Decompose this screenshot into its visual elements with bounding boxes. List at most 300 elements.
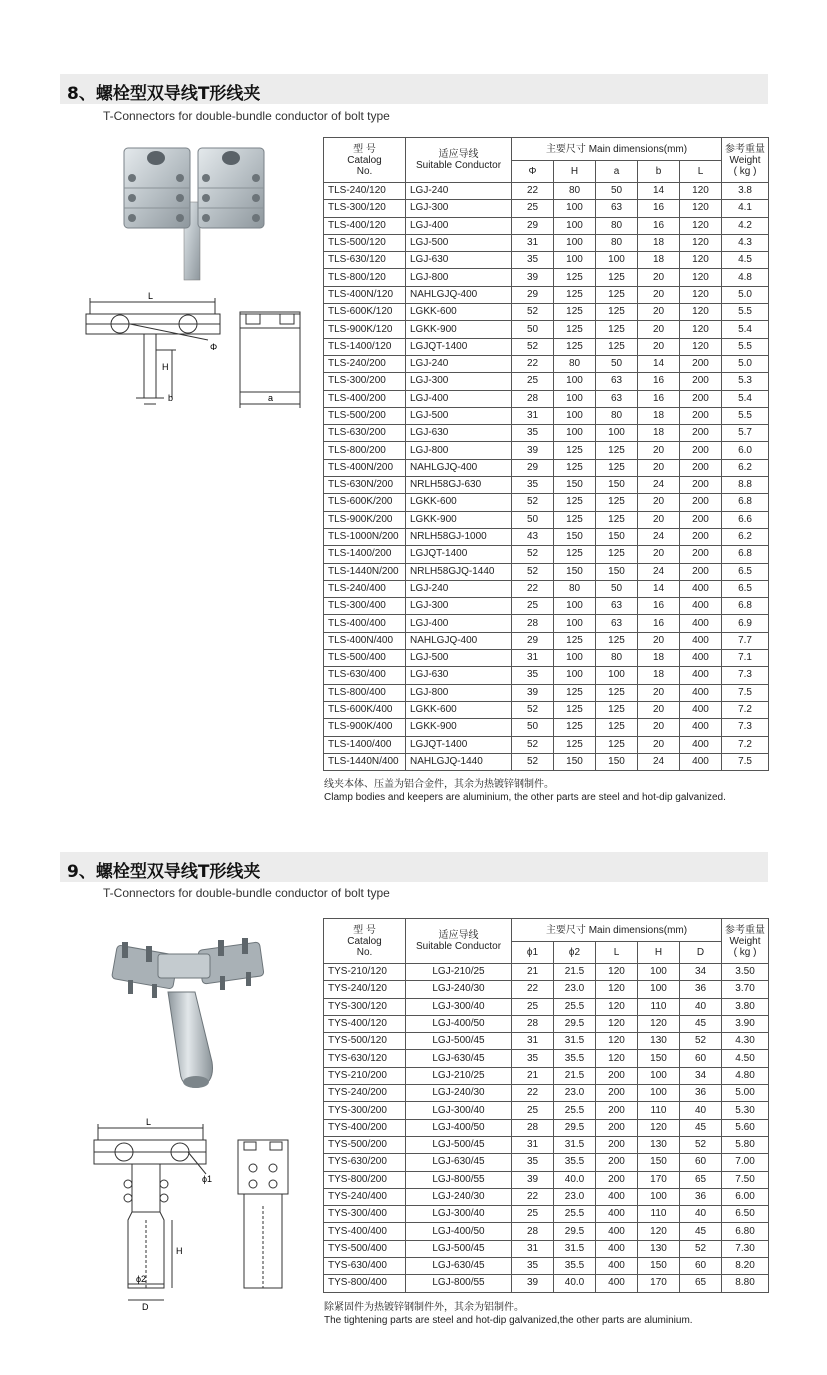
catalog-no-cell: TLS-400/200 xyxy=(324,390,406,407)
table-row xyxy=(324,217,769,234)
section-8-subtitle: T-Connectors for double-bundle conductor of bolt type xyxy=(103,109,390,123)
catalog-no-cell: TYS-240/200 xyxy=(324,1085,406,1102)
value-cell: 16 xyxy=(638,373,680,390)
value-cell: 120 xyxy=(680,217,722,234)
value-cell: 23.0 xyxy=(554,1085,596,1102)
value-cell: 100 xyxy=(596,425,638,442)
value-cell: 20 xyxy=(638,632,680,649)
value-cell: 29 xyxy=(512,632,554,649)
spec-table-tys xyxy=(323,918,769,1293)
table-row xyxy=(324,701,769,718)
table-row xyxy=(324,355,769,372)
table-row xyxy=(324,321,769,338)
value-cell: 36 xyxy=(680,1188,722,1205)
value-cell: 150 xyxy=(596,477,638,494)
value-cell: 3.50 xyxy=(722,964,769,981)
value-cell: 200 xyxy=(596,1171,638,1188)
value-cell: 120 xyxy=(596,1050,638,1067)
value-cell: 6.50 xyxy=(722,1206,769,1223)
value-cell: 4.2 xyxy=(722,217,769,234)
value-cell: 120 xyxy=(638,1223,680,1240)
value-cell: 120 xyxy=(680,338,722,355)
value-cell: 29 xyxy=(512,286,554,303)
value-cell: 16 xyxy=(638,390,680,407)
conductor-cell: LGJ-800 xyxy=(406,269,512,286)
value-cell: 63 xyxy=(596,373,638,390)
value-cell: 34 xyxy=(680,1067,722,1084)
value-cell: 35 xyxy=(512,667,554,684)
value-cell: 4.30 xyxy=(722,1033,769,1050)
catalog-no-cell: TYS-400/200 xyxy=(324,1119,406,1136)
value-cell: 28 xyxy=(512,1223,554,1240)
value-cell: 20 xyxy=(638,511,680,528)
section-9-title: 9、螺栓型双导线T形线夹 xyxy=(67,862,261,882)
value-cell: 6.6 xyxy=(722,511,769,528)
value-cell: 7.50 xyxy=(722,1171,769,1188)
value-cell: 120 xyxy=(680,286,722,303)
table-row xyxy=(324,511,769,528)
section-8-note-en: Clamp bodies and keepers are aluminium, the other parts are steel and hot-dip galvanized. xyxy=(324,792,726,803)
value-cell: 125 xyxy=(554,286,596,303)
value-cell: 100 xyxy=(554,425,596,442)
value-cell: 120 xyxy=(680,252,722,269)
value-cell: 5.80 xyxy=(722,1136,769,1153)
value-cell: 200 xyxy=(596,1119,638,1136)
value-cell: 5.30 xyxy=(722,1102,769,1119)
catalog-no-cell: TLS-600K/400 xyxy=(324,701,406,718)
value-cell: 100 xyxy=(638,981,680,998)
value-cell: 120 xyxy=(680,304,722,321)
value-cell: 14 xyxy=(638,183,680,200)
value-cell: 125 xyxy=(554,459,596,476)
value-cell: 31 xyxy=(512,407,554,424)
value-cell: 20 xyxy=(638,442,680,459)
conductor-cell: LGJ-800 xyxy=(406,442,512,459)
table-row xyxy=(324,546,769,563)
catalog-no-cell: TLS-300/400 xyxy=(324,598,406,615)
value-cell: 31 xyxy=(512,650,554,667)
table-row xyxy=(324,1206,769,1223)
value-cell: 50 xyxy=(596,580,638,597)
value-cell: 120 xyxy=(596,964,638,981)
conductor-cell: LGJ-240/30 xyxy=(406,1188,512,1205)
value-cell: 125 xyxy=(554,736,596,753)
value-cell: 400 xyxy=(680,753,722,770)
value-cell: 5.5 xyxy=(722,304,769,321)
value-cell: 200 xyxy=(596,1067,638,1084)
value-cell: 35 xyxy=(512,252,554,269)
table-row xyxy=(324,563,769,580)
value-cell: 120 xyxy=(680,321,722,338)
value-cell: 50 xyxy=(596,183,638,200)
value-cell: 25 xyxy=(512,200,554,217)
value-cell: 125 xyxy=(596,546,638,563)
value-cell: 200 xyxy=(680,546,722,563)
table-row xyxy=(324,1033,769,1050)
table-row xyxy=(324,183,769,200)
technical-drawing-tls xyxy=(80,288,310,410)
value-cell: 28 xyxy=(512,615,554,632)
value-cell: 28 xyxy=(512,1119,554,1136)
value-cell: 400 xyxy=(680,615,722,632)
conductor-cell: LGJQT-1400 xyxy=(406,338,512,355)
value-cell: 52 xyxy=(680,1136,722,1153)
value-cell: 5.0 xyxy=(722,355,769,372)
value-cell: 200 xyxy=(680,407,722,424)
value-cell: 125 xyxy=(554,684,596,701)
conductor-cell: LGJ-400 xyxy=(406,217,512,234)
table-row xyxy=(324,269,769,286)
table-row xyxy=(324,650,769,667)
value-cell: 65 xyxy=(680,1275,722,1292)
value-cell: 120 xyxy=(680,200,722,217)
value-cell: 5.60 xyxy=(722,1119,769,1136)
conductor-cell: LGJ-300/40 xyxy=(406,1206,512,1223)
value-cell: 125 xyxy=(554,304,596,321)
value-cell: 7.7 xyxy=(722,632,769,649)
value-cell: 4.50 xyxy=(722,1050,769,1067)
conductor-cell: LGJ-630/45 xyxy=(406,1154,512,1171)
value-cell: 7.2 xyxy=(722,701,769,718)
conductor-cell: LGJ-300 xyxy=(406,373,512,390)
catalog-no-cell: TLS-400N/200 xyxy=(324,459,406,476)
value-cell: 125 xyxy=(596,304,638,321)
value-cell: 39 xyxy=(512,1275,554,1292)
conductor-cell: LGJ-240/30 xyxy=(406,1085,512,1102)
value-cell: 100 xyxy=(554,234,596,251)
catalog-no-cell: TYS-500/200 xyxy=(324,1136,406,1153)
value-cell: 150 xyxy=(596,563,638,580)
value-cell: 6.9 xyxy=(722,615,769,632)
value-cell: 25 xyxy=(512,373,554,390)
conductor-cell: LGJ-500 xyxy=(406,234,512,251)
table-row xyxy=(324,373,769,390)
value-cell: 5.4 xyxy=(722,390,769,407)
value-cell: 14 xyxy=(638,580,680,597)
value-cell: 100 xyxy=(554,373,596,390)
header-main-dimensions: 主要尺寸 Main dimensions(mm) xyxy=(512,138,722,161)
table-row xyxy=(324,1188,769,1205)
value-cell: 100 xyxy=(554,598,596,615)
value-cell: 400 xyxy=(680,632,722,649)
header-weight-2: 参考重量 Weight ( kg ) xyxy=(722,919,769,964)
header-dim-h: H xyxy=(554,161,596,183)
table-row xyxy=(324,615,769,632)
table-row xyxy=(324,667,769,684)
value-cell: 125 xyxy=(596,511,638,528)
value-cell: 52 xyxy=(512,563,554,580)
header-dim-phi2: ϕ2 xyxy=(554,942,596,964)
catalog-no-cell: TLS-800/120 xyxy=(324,269,406,286)
table-row xyxy=(324,304,769,321)
conductor-cell: LGKK-900 xyxy=(406,511,512,528)
value-cell: 20 xyxy=(638,321,680,338)
table-row xyxy=(324,1067,769,1084)
value-cell: 100 xyxy=(638,964,680,981)
value-cell: 110 xyxy=(638,998,680,1015)
product-photo-tls xyxy=(118,142,270,282)
value-cell: 6.0 xyxy=(722,442,769,459)
value-cell: 3.90 xyxy=(722,1015,769,1032)
conductor-cell: LGJ-400 xyxy=(406,390,512,407)
value-cell: 100 xyxy=(554,390,596,407)
value-cell: 20 xyxy=(638,269,680,286)
conductor-cell: LGJQT-1400 xyxy=(406,546,512,563)
value-cell: 50 xyxy=(596,355,638,372)
conductor-cell: LGJ-500/45 xyxy=(406,1033,512,1050)
value-cell: 35.5 xyxy=(554,1154,596,1171)
value-cell: 23.0 xyxy=(554,981,596,998)
conductor-cell: LGJ-240/30 xyxy=(406,981,512,998)
drawing-label-l: L xyxy=(148,291,154,301)
conductor-cell: NAHLGJQ-400 xyxy=(406,459,512,476)
conductor-cell: LGJ-630/45 xyxy=(406,1050,512,1067)
value-cell: 3.8 xyxy=(722,183,769,200)
table-row xyxy=(324,598,769,615)
value-cell: 120 xyxy=(680,269,722,286)
value-cell: 40 xyxy=(680,1102,722,1119)
value-cell: 20 xyxy=(638,494,680,511)
value-cell: 150 xyxy=(554,563,596,580)
catalog-no-cell: TYS-240/120 xyxy=(324,981,406,998)
value-cell: 150 xyxy=(638,1154,680,1171)
catalog-no-cell: TLS-630/200 xyxy=(324,425,406,442)
value-cell: 200 xyxy=(680,477,722,494)
value-cell: 8.8 xyxy=(722,477,769,494)
value-cell: 120 xyxy=(596,1033,638,1050)
conductor-cell: LGJ-630 xyxy=(406,667,512,684)
value-cell: 200 xyxy=(680,425,722,442)
value-cell: 100 xyxy=(554,667,596,684)
table-row xyxy=(324,753,769,770)
value-cell: 18 xyxy=(638,650,680,667)
value-cell: 23.0 xyxy=(554,1188,596,1205)
value-cell: 20 xyxy=(638,304,680,321)
conductor-cell: LGJ-500/45 xyxy=(406,1136,512,1153)
value-cell: 52 xyxy=(680,1033,722,1050)
conductor-cell: LGKK-600 xyxy=(406,304,512,321)
value-cell: 40.0 xyxy=(554,1171,596,1188)
value-cell: 125 xyxy=(596,684,638,701)
drawing-label-phi: Φ xyxy=(210,342,218,352)
drawing-label-l-2: L xyxy=(146,1117,152,1127)
value-cell: 40 xyxy=(680,1206,722,1223)
table-row xyxy=(324,1258,769,1275)
value-cell: 100 xyxy=(638,1188,680,1205)
catalog-no-cell: TYS-300/120 xyxy=(324,998,406,1015)
section-9-note-en: The tightening parts are steel and hot-dip galvanized,the other parts are aluminium. xyxy=(324,1315,693,1326)
value-cell: 150 xyxy=(596,753,638,770)
value-cell: 7.5 xyxy=(722,753,769,770)
conductor-cell: LGJ-400 xyxy=(406,615,512,632)
value-cell: 52 xyxy=(680,1240,722,1257)
value-cell: 6.8 xyxy=(722,598,769,615)
product-photo-tys xyxy=(100,932,275,1092)
value-cell: 24 xyxy=(638,477,680,494)
value-cell: 125 xyxy=(554,701,596,718)
value-cell: 52 xyxy=(512,736,554,753)
value-cell: 36 xyxy=(680,1085,722,1102)
table-row xyxy=(324,442,769,459)
value-cell: 7.00 xyxy=(722,1154,769,1171)
conductor-cell: LGJ-800/55 xyxy=(406,1275,512,1292)
catalog-no-cell: TLS-240/120 xyxy=(324,183,406,200)
table-row xyxy=(324,407,769,424)
value-cell: 50 xyxy=(512,511,554,528)
header-catalog-no-2: 型 号 Catalog No. xyxy=(324,919,406,964)
value-cell: 400 xyxy=(680,736,722,753)
header-weight: 参考重量 Weight ( kg ) xyxy=(722,138,769,183)
value-cell: 18 xyxy=(638,407,680,424)
table-row xyxy=(324,459,769,476)
catalog-no-cell: TLS-1400/200 xyxy=(324,546,406,563)
catalog-no-cell: TLS-600K/200 xyxy=(324,494,406,511)
catalog-no-cell: TYS-400/120 xyxy=(324,1015,406,1032)
value-cell: 20 xyxy=(638,684,680,701)
value-cell: 8.80 xyxy=(722,1275,769,1292)
value-cell: 150 xyxy=(554,477,596,494)
value-cell: 125 xyxy=(596,459,638,476)
value-cell: 20 xyxy=(638,546,680,563)
value-cell: 6.5 xyxy=(722,580,769,597)
catalog-no-cell: TLS-500/400 xyxy=(324,650,406,667)
drawing-label-h-2: H xyxy=(176,1246,183,1256)
value-cell: 16 xyxy=(638,598,680,615)
value-cell: 29 xyxy=(512,459,554,476)
catalog-no-cell: TYS-400/400 xyxy=(324,1223,406,1240)
section-9-note xyxy=(324,1301,693,1327)
value-cell: 52 xyxy=(512,753,554,770)
conductor-cell: NRLH58GJ-1000 xyxy=(406,528,512,545)
value-cell: 5.3 xyxy=(722,373,769,390)
table-row xyxy=(324,286,769,303)
value-cell: 40.0 xyxy=(554,1275,596,1292)
value-cell: 16 xyxy=(638,615,680,632)
value-cell: 5.4 xyxy=(722,321,769,338)
table-row xyxy=(324,1015,769,1032)
value-cell: 200 xyxy=(680,511,722,528)
value-cell: 52 xyxy=(512,304,554,321)
value-cell: 5.5 xyxy=(722,338,769,355)
catalog-no-cell: TLS-630/400 xyxy=(324,667,406,684)
catalog-no-cell: TYS-240/400 xyxy=(324,1188,406,1205)
value-cell: 50 xyxy=(512,321,554,338)
value-cell: 65 xyxy=(680,1171,722,1188)
table-row xyxy=(324,964,769,981)
value-cell: 63 xyxy=(596,598,638,615)
value-cell: 125 xyxy=(596,442,638,459)
value-cell: 25 xyxy=(512,998,554,1015)
value-cell: 45 xyxy=(680,1015,722,1032)
value-cell: 35.5 xyxy=(554,1258,596,1275)
catalog-no-cell: TLS-400N/120 xyxy=(324,286,406,303)
value-cell: 120 xyxy=(638,1119,680,1136)
catalog-no-cell: TLS-400/120 xyxy=(324,217,406,234)
value-cell: 5.00 xyxy=(722,1085,769,1102)
conductor-cell: NRLH58GJQ-1440 xyxy=(406,563,512,580)
conductor-cell: LGJ-400/50 xyxy=(406,1015,512,1032)
section-9-note-cn: 除紧固件为热镀锌钢制件外，其余为铝制件。 xyxy=(324,1302,524,1313)
drawing-label-h: H xyxy=(162,362,169,372)
catalog-no-cell: TLS-240/200 xyxy=(324,355,406,372)
header-main-dimensions-2: 主要尺寸 Main dimensions(mm) xyxy=(512,919,722,942)
value-cell: 120 xyxy=(596,998,638,1015)
conductor-cell: LGJQT-1400 xyxy=(406,736,512,753)
value-cell: 120 xyxy=(680,234,722,251)
catalog-no-cell: TLS-1440N/400 xyxy=(324,753,406,770)
value-cell: 80 xyxy=(554,580,596,597)
table-row xyxy=(324,528,769,545)
value-cell: 20 xyxy=(638,701,680,718)
header-dim-l-2: L xyxy=(596,942,638,964)
catalog-no-cell: TYS-630/120 xyxy=(324,1050,406,1067)
value-cell: 63 xyxy=(596,200,638,217)
value-cell: 22 xyxy=(512,580,554,597)
value-cell: 20 xyxy=(638,459,680,476)
value-cell: 29.5 xyxy=(554,1015,596,1032)
catalog-no-cell: TLS-900K/200 xyxy=(324,511,406,528)
value-cell: 40 xyxy=(680,998,722,1015)
drawing-label-d: D xyxy=(142,1302,149,1312)
value-cell: 100 xyxy=(554,615,596,632)
value-cell: 29 xyxy=(512,217,554,234)
value-cell: 125 xyxy=(554,511,596,528)
value-cell: 60 xyxy=(680,1050,722,1067)
value-cell: 18 xyxy=(638,667,680,684)
table-row xyxy=(324,1119,769,1136)
value-cell: 200 xyxy=(680,459,722,476)
value-cell: 400 xyxy=(680,684,722,701)
catalog-no-cell: TLS-1440N/200 xyxy=(324,563,406,580)
value-cell: 200 xyxy=(596,1085,638,1102)
value-cell: 39 xyxy=(512,442,554,459)
conductor-cell: LGJ-500/45 xyxy=(406,1240,512,1257)
catalog-no-cell: TYS-630/200 xyxy=(324,1154,406,1171)
conductor-cell: LGKK-900 xyxy=(406,321,512,338)
catalog-no-cell: TLS-630/120 xyxy=(324,252,406,269)
value-cell: 45 xyxy=(680,1119,722,1136)
catalog-no-cell: TYS-300/200 xyxy=(324,1102,406,1119)
table-row xyxy=(324,1085,769,1102)
value-cell: 35 xyxy=(512,425,554,442)
value-cell: 100 xyxy=(554,200,596,217)
value-cell: 25 xyxy=(512,1206,554,1223)
value-cell: 31 xyxy=(512,1033,554,1050)
catalog-no-cell: TYS-630/400 xyxy=(324,1258,406,1275)
value-cell: 28 xyxy=(512,390,554,407)
value-cell: 400 xyxy=(680,650,722,667)
conductor-cell: NAHLGJQ-1440 xyxy=(406,753,512,770)
value-cell: 80 xyxy=(554,355,596,372)
conductor-cell: LGJ-500 xyxy=(406,650,512,667)
value-cell: 24 xyxy=(638,528,680,545)
catalog-no-cell: TLS-1400/120 xyxy=(324,338,406,355)
conductor-cell: LGJ-300/40 xyxy=(406,1102,512,1119)
value-cell: 400 xyxy=(680,701,722,718)
value-cell: 120 xyxy=(596,981,638,998)
catalog-no-cell: TLS-900K/120 xyxy=(324,321,406,338)
value-cell: 35 xyxy=(512,1050,554,1067)
value-cell: 7.5 xyxy=(722,684,769,701)
conductor-cell: LGKK-600 xyxy=(406,701,512,718)
value-cell: 45 xyxy=(680,1223,722,1240)
value-cell: 60 xyxy=(680,1258,722,1275)
value-cell: 125 xyxy=(596,269,638,286)
value-cell: 200 xyxy=(680,563,722,580)
value-cell: 6.8 xyxy=(722,546,769,563)
header-dim-phi1: ϕ1 xyxy=(512,942,554,964)
value-cell: 20 xyxy=(638,286,680,303)
